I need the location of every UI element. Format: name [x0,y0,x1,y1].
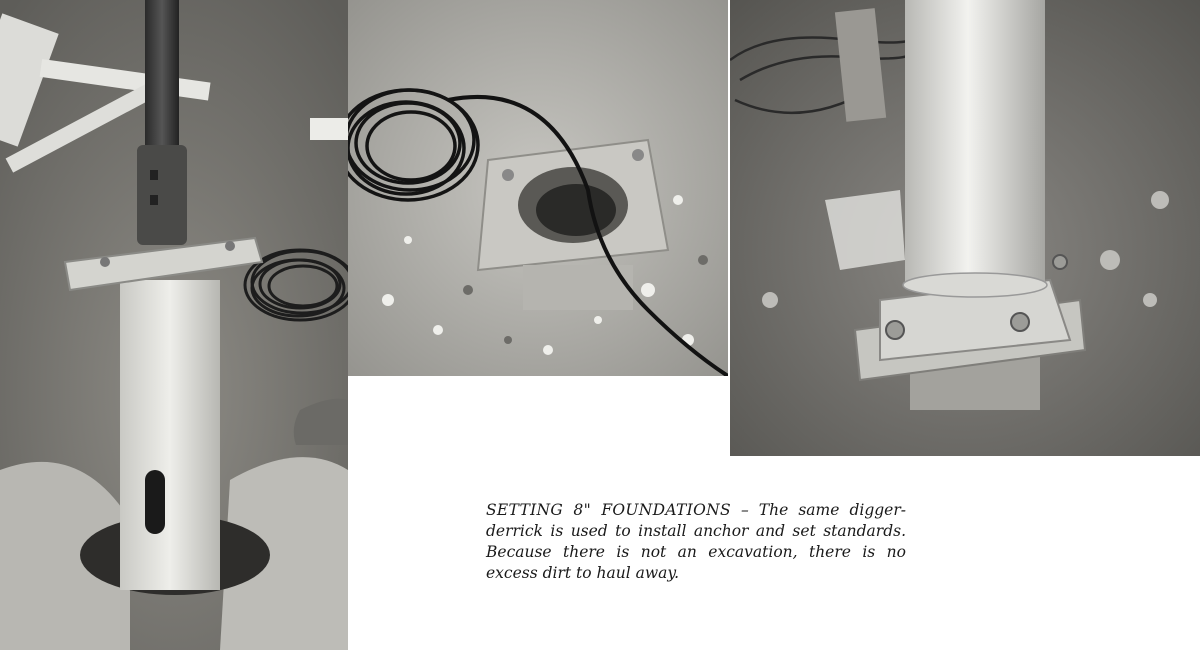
caption [486,500,906,584]
anchor-foundation-icon [0,0,348,650]
foundation-plate-icon [348,0,728,376]
standard-base-icon [730,0,1200,456]
caption-body: The same digger-derrick is used to install anchor and set standards. Because there is not an excavation, there is no excess dirt to haul away. [486,501,906,582]
caption-dash: – [730,501,759,519]
photo-standard-base [730,0,1200,456]
photo-foundation-plate [348,0,728,376]
photo-anchor-installation [0,0,348,650]
caption-lead: SETTING 8" FOUNDATIONS [486,501,731,519]
